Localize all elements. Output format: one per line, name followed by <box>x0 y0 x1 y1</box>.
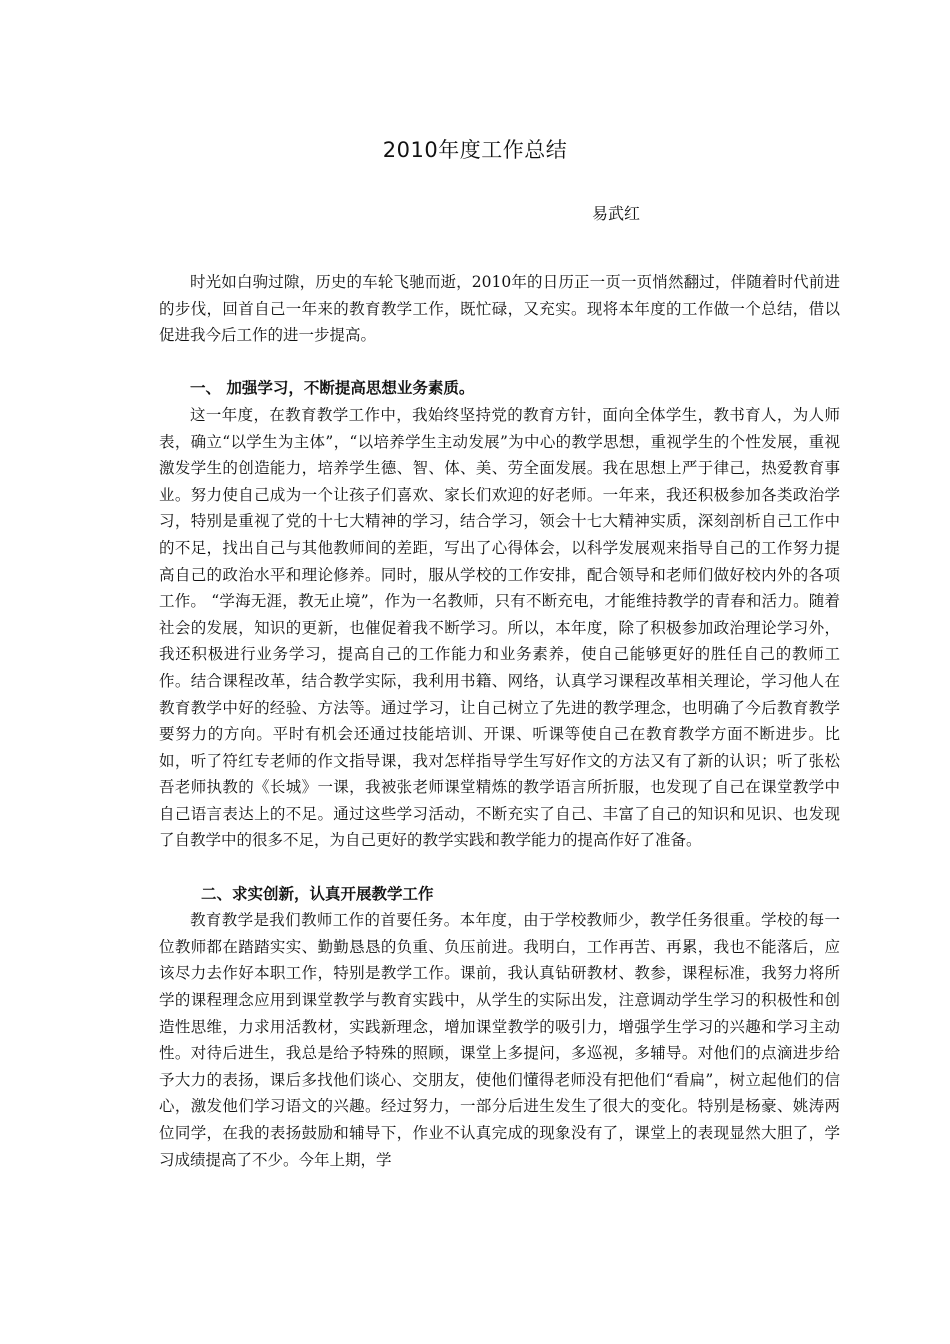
section-1-heading: 一、 加强学习，不断提高思想业务素质。 <box>190 379 475 398</box>
document-author: 易武红 <box>592 204 641 223</box>
document-title: 2010年度工作总结 <box>382 138 568 162</box>
section-2-paragraph: 教育教学是我们教师工作的首要任务。本年度，由于学校教师少，教学任务很重。学校的每一位教师都在踏踏实实、勤勤恳恳的负重、负压前进。我明白，工作再苦、再累，我也不能落后，应该尽力去作好本职工作，特别是教学工作。课前，我认真钻研教材、教参，课程标准，我努力将所学的课程理念应用到课堂教学与教育实践中，从学生的实际出发，注意调动学生学习的积极性和创造性思维，力求用活教材，实践新理念，增加课堂教学的吸引力，增强学生学习的兴趣和学习主动性。对待后进生，我总是给予特殊的照顾，课堂上多提问，多巡视，多辅导。对他们的点滴进步给予大力的表扬，课后多找他们谈心、交朋友，使他们懂得老师没有把他们“看扁”，树立起他们的信心，激发他们学习语文的兴趣。经过努力，一部分后进生发生了很大的变化。特别是杨豪、姚涛两位同学，在我的表扬鼓励和辅导下，作业不认真完成的现象没有了，课堂上的表现显然大胆了，学习成绩提高了不少。今年上期，学 <box>159 911 840 1169</box>
document-body <box>159 269 840 1173</box>
section-1-paragraph: 这一年度，在教育教学工作中，我始终坚持党的教育方针，面向全体学生，教书育人，为人师表，确立“以学生为主体”，“以培养学生主动发展”为中心的教学思想，重视学生的个性发展，重视激发学生的创造能力，培养学生德、智、体、美、劳全面发展。我在思想上严于律己，热爱教育事业。努力使自己成为一个让孩子们喜欢、家长们欢迎的好老师。一年来，我还积极参加各类政治学习，特别是重视了党的十七大精神的学习，结合学习，领会十七大精神实质，深刻剖析自己工作中的不足，找出自己与其他教师间的差距，写出了心得体会，以科学发展观来指导自己的工作努力提高自己的政治水平和理论修养。同时，服从学校的工作安排，配合领导和老师们做好校内外的各项工作。 “学海无涯，教无止境”，作为一名教师，只有不断充电，才能维持教学的青春和活力。随着社会的发展，知识的更新，也催促着我不断学习。所以，本年度，除了积极参加政治理论学习外，我还积极进行业务学习，提高自己的工作能力和业务素养，使自己能够更好的胜任自己的教师工作。结合课程改革，结合教学实际，我利用书籍、网络，认真学习课程改革相关理论，学习他人在教育教学中好的经验、方法等。通过学习，让自己树立了先进的教学理念，也明确了今后教育教学要努力的方向。平时有机会还通过技能培训、开课、听课等使自己在教育教学方面不断进步。比如，听了符红专老师的作文指导课，我对怎样指导学生写好作文的方法又有了新的认识；听了张松吾老师执教的《长城》一课，我被张老师课堂精炼的教学语言所折服，也发现了自己在课堂教学中自己语言表达上的不足。通过这些学习活动，不断充实了自己、丰富了自己的知识和见识、也发现了自教学中的很多不足，为自己更好的教学实践和教学能力的提高作好了准备。 <box>159 405 840 850</box>
section-2-heading: 二、求实创新，认真开展教学工作 <box>201 884 434 903</box>
intro-paragraph: 时光如白驹过隙，历史的车轮飞驰而逝，2010年的日历正一页一页悄然翻过，伴随着时代前进的步伐，回首自己一年来的教育教学工作，既忙碌，又充实。现将本年度的工作做一个总结，借以促进我今后工作的进一步提高。 <box>159 273 840 345</box>
